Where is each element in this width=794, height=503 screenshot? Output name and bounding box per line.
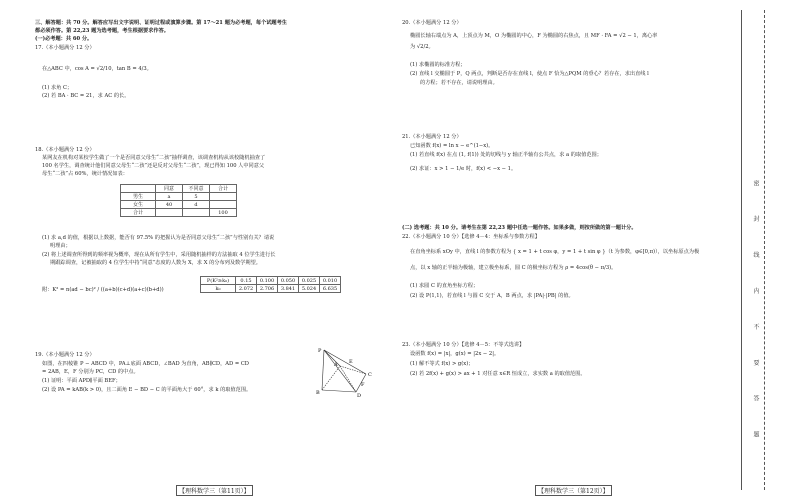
q22-line2: 点，以 x 轴的正半轴为极轴，建立极坐标系，圆 C 的极坐标方程为 ρ = 4cos(θ − π/3)。 (410, 265, 617, 271)
footer-page-11: 【理科数学三（第11页）】 (176, 485, 253, 496)
table-cell: 2.072 (236, 285, 257, 293)
q21-part2: (2) 求证：x > 1 − 1/e 时，f(x) < −x − 1。 (410, 166, 517, 172)
table-cell: 0.025 (299, 277, 320, 285)
q22-line1: 在直角坐标系 xOy 中，直线 l 的参数方程为 { x = 1 + t cos φ，y = 1 + t sin φ }（t 为参数，φ∈[0,π)），以坐标原点为极 (410, 249, 700, 255)
table-cell: 0.010 (320, 277, 341, 285)
table-cell (210, 201, 237, 209)
table-cell: 40 (156, 201, 183, 209)
q20-line1: 椭圆长轴右端点为 A，上顶点为 M，O 为椭圆的中心，F 为椭圆的右焦点，且 MF · FA = √2 − 1，离心率 (410, 33, 658, 39)
table-cell: 5 (183, 193, 210, 201)
binding-line-outer (764, 10, 765, 490)
table-cell (121, 185, 156, 193)
figure-label: D (357, 393, 362, 398)
table-cell: 男生 (121, 193, 156, 201)
q18-part1-b: 明理由； (50, 243, 71, 249)
q19-part1: (1) 证明：平面 APD∥平面 BEF； (42, 378, 121, 384)
q19-title: 19.（本小题满分 12 分） (35, 352, 95, 358)
table-cell: 合计 (121, 209, 156, 217)
table-cell: 6.635 (320, 285, 341, 293)
table-cell: P(K²≥k₀) (201, 277, 236, 285)
table-cell (210, 193, 237, 201)
table-cell: 2.706 (257, 285, 278, 293)
q21-part1: (1) 若直线 f(x) 在点 (1, f(1)) 处的切线与 y 轴正半轴有公共点，求 a 的取值范围； (410, 152, 602, 158)
q18-line3: 母生“二孩”占 60%，统计情况如表： (42, 171, 128, 177)
q20-part2-a: (2) 直线 l 交椭圆于 P，Q 两点，判断是否存在直线 l，使点 F 恰为△PQM 的垂心？若存在，求出直线 l (410, 71, 649, 77)
q17-title: 17.（本小题满分 12 分） (35, 45, 95, 51)
table-cell: d (183, 201, 210, 209)
table-cell: 合计 (210, 185, 237, 193)
table-cell: 女生 (121, 201, 156, 209)
figure-label: A (334, 362, 338, 368)
q18-part2-a: (2) 将上述调查所得到的频率视为概率，现在从所有学生中，采用随机抽样的方法抽取 4 位学生进行长 (42, 252, 276, 258)
q21-line1: 已知函数 f(x) = ln x − e^(1−x)。 (410, 143, 494, 149)
q23-line1: 设函数 f(x) = |x|，g(x) = |2x − 2|。 (410, 351, 500, 357)
q20-part1: (1) 求椭圆的标准方程； (410, 62, 466, 68)
table-cell: 100 (210, 209, 237, 217)
table-cell (156, 209, 183, 217)
q22-title: 22.（本小题满分 10 分）【选修 4－4：坐标系与参数方程】 (402, 234, 540, 240)
q17-part2: (2) 若 BA · BC = 21，求 AC 的长。 (42, 93, 130, 99)
figure-label: E (349, 359, 353, 365)
table-cell: 5.024 (299, 285, 320, 293)
q18-critical-value-table (200, 276, 341, 293)
figure-label: C (368, 372, 372, 378)
q18-part1-a: (1) 求 a,d 的值，根据以上数据，能否有 97.5% 的把握认为是否同意父母生“二孩”与性别有关？请说 (42, 235, 275, 241)
q22-part2: (2) 设 P(1,1)，若直线 l 与圆 C 交于 A，B 两点，求 |PA|·|PB| 的值。 (410, 293, 574, 299)
q23-part2: (2) 若 2f(x) + g(x) > ax + 1 对任意 x∈R 恒成立，求实数 a 的取值范围。 (410, 371, 586, 377)
q19-pyramid-figure (316, 346, 378, 398)
q19-line1: 如图，在四棱锥 P − ABCD 中，PA⊥底面 ABCD，∠BAD 为直角，AB∥CD，AD = CD (42, 361, 249, 367)
q18-contingency-table (120, 184, 237, 217)
q22-part1: (1) 求圆 C 的直角坐标方程； (410, 283, 479, 289)
q18-line1: 某网友在机构对某校学生做了一个是否同意父母生“二孩”抽样调查，该调查机构从该校随机抽查了 (42, 155, 266, 161)
part1-header: (一)必考题：共 60 分。 (35, 36, 93, 42)
table-cell: 同意 (156, 185, 183, 193)
table-cell: a (156, 193, 183, 201)
q19-part2: (2) 设 PA = kAB(k > 0)，且二面角 E − BD − C 的平面角大于 60°，求 k 的取值范围。 (42, 387, 252, 393)
q19-line2: = 2AB，E，F 分别为 PC，CD 的中点。 (42, 369, 139, 375)
figure-label: P (318, 348, 322, 354)
table-cell: 3.841 (278, 285, 299, 293)
figure-label: B (316, 390, 320, 396)
q18-line2: 100 名学生，调查统计他们同意父母生“二孩”还是反对父母生“二孩”，现已得知 100 人中同意父 (42, 163, 265, 169)
section3-header-2: 都必须作答。第 22,23 题为选考题，考生根据要求作答。 (35, 28, 169, 34)
q18-part2-b: 期跟踪调查，记被抽取的 4 位学生中持“同意”态度的人数为 X，求 X 的分布列及数学期望。 (50, 260, 261, 266)
q20-part2-b: 的方程；若不存在，请说明理由。 (420, 80, 498, 86)
binding-line-inner (741, 10, 742, 490)
q21-title: 21.（本小题满分 12 分） (402, 134, 462, 140)
footer-page-12: 【理科数学三（第12页）】 (535, 485, 612, 496)
part2-header: (二) 选考题：共 10 分。请考生在第 22,23 题中任选一题作答。如果多做，则按所做的第一题计分。 (402, 225, 637, 231)
table-cell: 0.050 (278, 277, 299, 285)
q17-stem: 在△ABC 中，cos A = √2/10，tan B = 4/3。 (42, 66, 152, 72)
q23-title: 23.（本小题满分 10 分）【选修 4－5：不等式选讲】 (402, 342, 525, 348)
q20-line2: 为 √2/2。 (410, 44, 434, 50)
q20-title: 20.（本小题满分 12 分） (402, 20, 462, 26)
table-cell (183, 209, 210, 217)
seal-warning-text: 密 封 线 内 不 要 答 题 (752, 180, 759, 452)
table-cell: 不同意 (183, 185, 210, 193)
table-cell: 0.15 (236, 277, 257, 285)
q18-title: 18.（本小题满分 12 分） (35, 147, 95, 153)
q23-part1: (1) 解不等式 f(x) > g(x)； (410, 361, 474, 367)
section3-header: 三、解答题：共 70 分。解答应写出文字说明、证明过程或演算步骤。第 17～21 题为必考题，每个试题考生 (35, 20, 287, 26)
q18-formula: 附：K² = n(ad − bc)² / ((a+b)(c+d)(a+c)(b+d)) (42, 287, 164, 293)
q17-part1: (1) 求角 C； (42, 85, 73, 91)
table-cell: k₀ (201, 285, 236, 293)
table-cell: 0.100 (257, 277, 278, 285)
figure-label: F (361, 382, 365, 388)
